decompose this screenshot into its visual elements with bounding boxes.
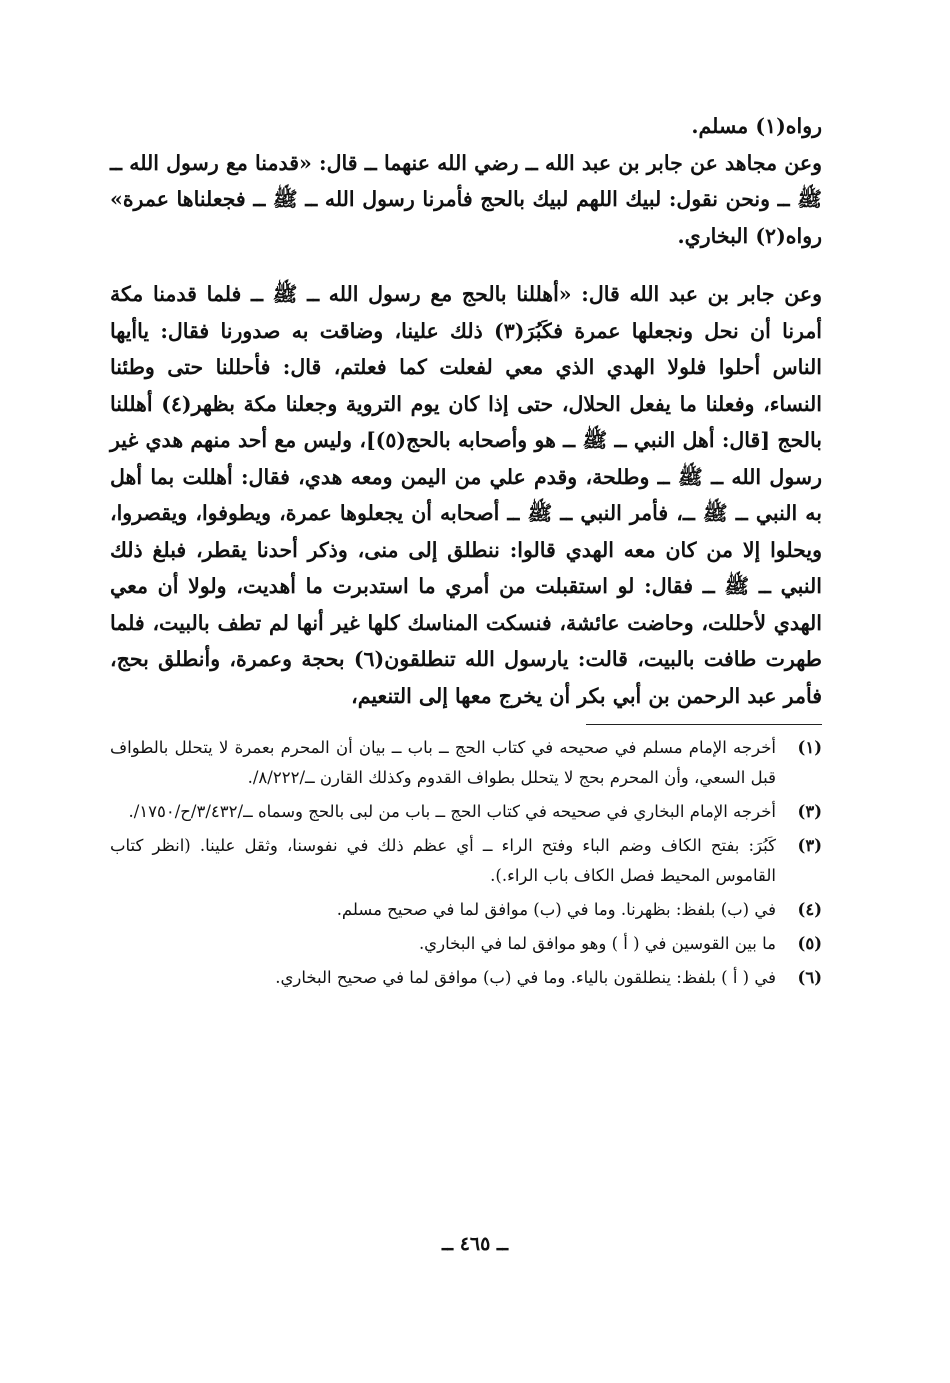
footnote-item bbox=[110, 963, 822, 993]
footnote-text: في (ب) بلفظ: بظهرنا. وما في (ب) موافق لما في صحيح مسلم. bbox=[336, 900, 776, 919]
footnote-item bbox=[110, 929, 822, 959]
footnote-number: (٣) bbox=[797, 836, 822, 855]
footnotes bbox=[110, 733, 822, 993]
main-text bbox=[110, 108, 822, 714]
footnote-item bbox=[110, 831, 822, 891]
paragraph-1: وعن مجاهد عن جابر بن عبد الله ــ رضي الله عنهما ــ قال: «قدمنا مع رسول الله ــ ﷺ ــ ونحن نقول: لبيك اللهم لبيك بالحج فأمرنا رسول الله ــ ﷺ ــ فجعلناها عمرة» رواه(٢) البخاري. bbox=[110, 150, 822, 248]
footnote-text: في ( أ ) بلفظ: ينطلقون بالياء. وما في (ب) موافق لما في صحيح البخاري. bbox=[275, 968, 776, 987]
footnote-item bbox=[110, 895, 822, 925]
footnote-number: (٤) bbox=[797, 900, 822, 919]
footnote-number: (١) bbox=[797, 738, 822, 757]
footnote-number: (٥) bbox=[797, 934, 822, 953]
footnote-text: ما بين القوسين في ( أ ) وهو موافق لما في البخاري. bbox=[418, 934, 776, 953]
paragraph-0: رواه(١) مسلم. bbox=[691, 114, 822, 138]
footnote-text: أخرجه الإمام البخاري في صحيحه في كتاب الحج ــ باب من لبى بالحج وسماه ــ/٣/٤٣٢/ح/١٧٥٠/. bbox=[128, 802, 776, 821]
paragraph-2: وعن جابر بن عبد الله قال: «أهللنا بالحج مع رسول الله ــ ﷺ ــ فلما قدمنا مكة أمرنا أن نحل ونجعلها عمرة فكَبُرَ(٣) ذلك علينا، وضاقت به صدورنا فقال: ياأيها الناس أحلوا فلولا الهدي الذي معي لفعلت كما فعلتم، قال: فأحللنا حتى وطئنا النساء، وفعلنا ما يفعل الحلال، حتى إذا كان يوم التروية وجعلنا مكة بظهر(٤) أهللنا بالحج [قال: أهل النبي ــ ﷺ ــ هو وأصحابه بالحج(٥)]، وليس مع أحد منهم هدي غير رسول الله ــ ﷺ ــ وطلحة، وقدم علي من اليمن ومعه هدي، فقال: أهللت بما أهل به النبي ــ ﷺ ــ، فأمر النبي ــ ﷺ ــ أصحابه أن يجعلوها عمرة، ويطوفوا، ويقصروا، ويحلوا إلا من كان معه الهدي قالوا: ننطلق إلى منى، وذكر أحدنا يقطر، فبلغ ذلك النبي ــ ﷺ ــ فقال: لو استقبلت من أمري ما استدبرت ما أهديت، ولولا أن معي الهدي لأحللت، وحاضت عائشة، فنسكت المناسك كلها غير أنها لم تطف بالبيت، فلما طهرت طافت بالبيت، قالت: يارسول الله تنطلقون(٦) بحجة وعمرة، وأنطلق بحج، فأمر عبد الرحمن بن أبي بكر أن يخرج معها إلى التنعيم، bbox=[110, 282, 823, 708]
footnote-number: (٣) bbox=[797, 802, 822, 821]
footnote-divider bbox=[586, 724, 822, 725]
footnote-item bbox=[110, 733, 822, 793]
footnote-text: أخرجه الإمام مسلم في صحيحه في كتاب الحج ــ باب ــ بيان أن المحرم بعمرة لا يتحلل بالطواف قبل السعي، وأن المحرم بحج لا يتحلل بطواف القدوم وكذلك القارن ــ/٨/٢٢٢/. bbox=[110, 738, 776, 787]
footnote-number: (٦) bbox=[797, 968, 822, 987]
footnote-item bbox=[110, 797, 822, 827]
page-number: ــ ٤٦٥ ــ bbox=[441, 1233, 509, 1255]
footnote-text: كَبُرَ: بفتح الكاف وضم الباء وفتح الراء ــ أي عظم ذلك في نفوسنا، وثقل علينا. (انظر كتاب القاموس المحيط فصل الكاف باب الراء.). bbox=[110, 836, 776, 885]
page-content bbox=[110, 108, 822, 997]
